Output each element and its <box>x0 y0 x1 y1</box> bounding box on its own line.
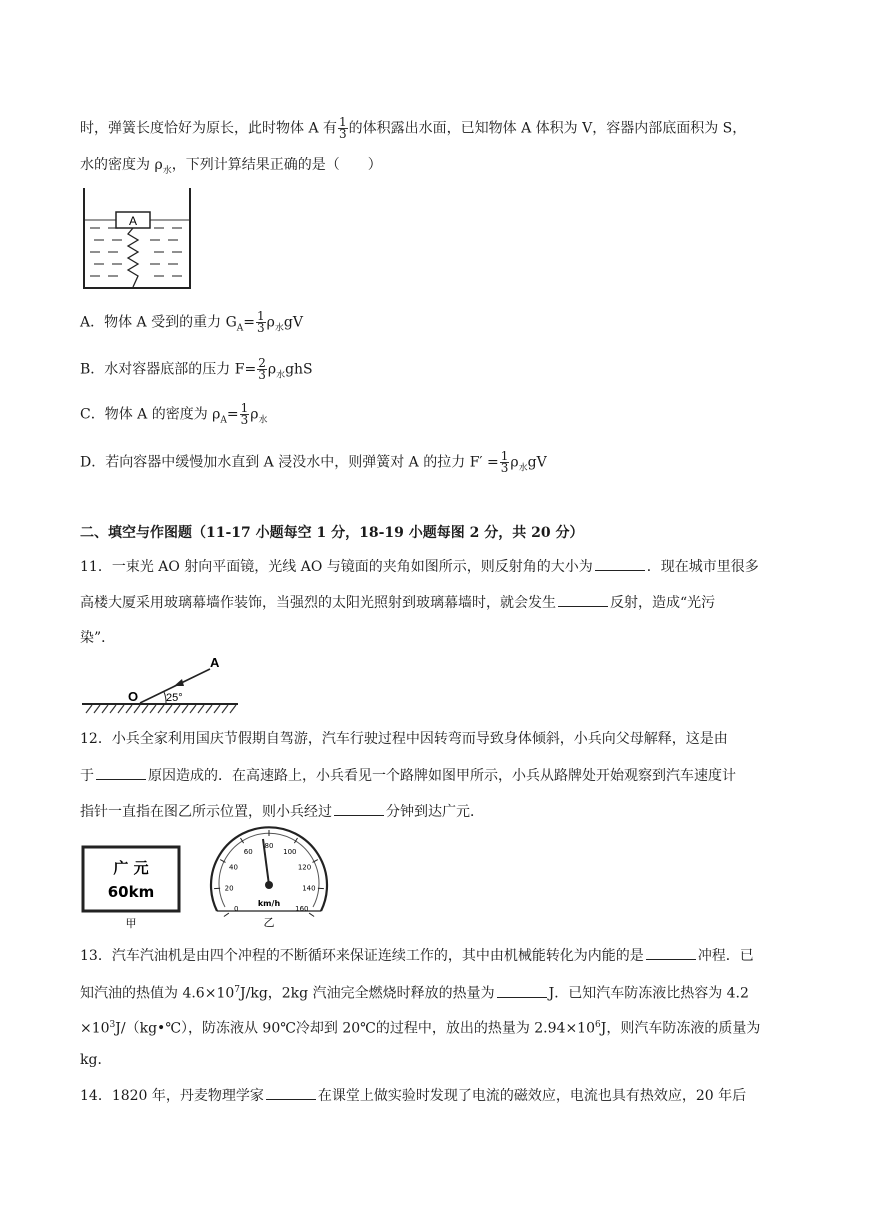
q13-line3 <box>80 1015 760 1039</box>
frac-num: 1 <box>339 115 347 129</box>
meter-tick-label: 140 <box>302 884 316 893</box>
opt-b-sub: 水 <box>276 370 286 381</box>
figure-caption-yi: 乙 <box>263 916 275 929</box>
q11-line2 <box>80 592 715 613</box>
opt-c-sub: A <box>220 415 227 426</box>
meter-tick-label: 40 <box>229 863 238 872</box>
opt-d-post: ρ <box>510 454 519 471</box>
q14-line1-b: 在课堂上做实验时发现了电流的磁效应，电流也具有热效应，20 年后 <box>317 1088 747 1104</box>
opt-b-post: ρ <box>267 361 277 378</box>
q11-line1-a: 11．一束光 AO 射向平面镜，光线 AO 与镜面的夹角如图所示，则反射角的大小为 <box>80 559 593 575</box>
q12-line1: 12．小兵全家利用国庆节假期自驾游，汽车行驶过程中因转弯而导致身体倾斜，小兵向父母解释，这是由 <box>80 731 728 747</box>
answer-blank[interactable] <box>334 801 384 816</box>
opt-a-pre: A．物体 A 受到的重力 G <box>80 314 237 331</box>
opt-c-post: ρ <box>250 406 259 423</box>
road-sign-distance: 60km <box>107 883 155 901</box>
q10-stem-b: 的体积露出水面，已知物体 A 体积为 V，容器内部底面积为 S， <box>348 120 747 137</box>
q13-line2 <box>80 980 749 1004</box>
answer-blank[interactable] <box>558 592 608 607</box>
meter-tick-label: 60 <box>243 847 253 856</box>
q12-speedometer-figure <box>203 827 333 932</box>
q10-container-figure <box>82 188 194 292</box>
q11-line1 <box>80 556 759 577</box>
q13-line2-c: J．已知汽车防冻液比热容为 4.2 <box>548 985 749 1002</box>
meter-tick-mark <box>224 913 229 916</box>
figure-label-o: O <box>128 689 139 704</box>
exponent: 6 <box>595 1020 601 1030</box>
q12-line2 <box>80 765 736 786</box>
q13-line4: kg． <box>80 1052 112 1068</box>
answer-blank[interactable] <box>266 1085 316 1100</box>
figure-caption-jia: 甲 <box>125 917 137 930</box>
q10-stem-d: ，下列计算结果正确的是（ ） <box>171 157 382 173</box>
q11-line2-a: 高楼大厦采用玻璃幕墙作装饰，当强烈的太阳光照射到玻璃幕墙时，就会发生 <box>80 595 556 611</box>
q14-line1-a: 14．1820 年，丹麦物理学家 <box>80 1088 264 1104</box>
q11-mirror-figure <box>82 655 242 715</box>
answer-blank[interactable] <box>497 983 547 998</box>
meter-tick-label: 80 <box>264 842 274 850</box>
frac-num: 1 <box>240 401 249 415</box>
meter-tick-label: 160 <box>295 904 309 913</box>
opt-a-post: ρ <box>266 314 275 331</box>
q13-line3-b: J/（kg•℃），防冻液从 90℃冷却到 20℃的过程中，放出的热量为 2.94×10 <box>115 1020 595 1037</box>
q10-option-a <box>80 311 303 338</box>
meter-unit: km/h <box>257 899 281 908</box>
meter-tick-label: 20 <box>224 884 234 893</box>
q13-line2-a: 知汽油的热值为 4.6×10 <box>80 985 235 1002</box>
q13-line1-a: 13．汽车汽油机是由四个冲程的不断循环来保证连续工作的，其中由机械能转化为内能的是 <box>80 948 644 964</box>
exponent: 3 <box>109 1020 116 1030</box>
q10-fraction <box>338 117 348 140</box>
frac-den: 3 <box>240 413 249 427</box>
opt-d-frac <box>500 451 510 474</box>
frac-num: 2 <box>258 356 266 370</box>
opt-a-frac <box>256 311 266 334</box>
q12-line2-a: 于 <box>80 768 94 784</box>
q11-line2-b: 反射，造成“光污 <box>610 595 716 611</box>
q10-stem-line2 <box>80 155 382 181</box>
opt-c-eq: = <box>226 406 239 423</box>
section2-title: 二、填空与作图题（11-17 小题每空 1 分，18-19 小题每图 2 分，共 20 分） <box>80 525 584 541</box>
opt-a-tail: gV <box>283 314 303 331</box>
q12-road-sign-figure <box>82 845 182 930</box>
figure-label-a: A <box>128 214 138 228</box>
meter-tick-label: 0 <box>233 904 239 913</box>
q10-stem-a: 时，弹簧长度恰好为原长，此时物体 A 有 <box>80 120 338 137</box>
q13-line3-a: ×10 <box>80 1020 110 1037</box>
meter-tick-label: 100 <box>283 847 297 856</box>
q12-line2-b: 原因造成的．在高速路上，小兵看见一个路牌如图甲所示，小兵从路牌处开始观察到汽车速度计 <box>148 768 736 784</box>
q12-line3-a: 指针一直指在图乙所示位置，则小兵经过 <box>80 804 332 820</box>
meter-tick-label: 120 <box>297 863 312 872</box>
opt-d-tail: gV <box>527 454 547 471</box>
q13-line1-b: 冲程．已 <box>697 948 754 964</box>
opt-b-pre: B．水对容器底部的压力 F= <box>80 361 257 378</box>
opt-a-sub2: 水 <box>274 323 284 334</box>
q13-line2-b: J/kg，2kg 汽油完全燃烧时释放的热量为 <box>240 985 495 1002</box>
frac-den: 3 <box>500 461 509 475</box>
opt-b-tail: ghS <box>285 361 313 378</box>
answer-blank[interactable] <box>646 945 696 960</box>
frac-den: 3 <box>339 127 347 141</box>
meter-tick-mark <box>309 913 314 916</box>
frac-num: 1 <box>257 309 265 323</box>
answer-blank[interactable] <box>96 765 146 780</box>
figure-angle-label: 25° <box>166 692 183 704</box>
q13-line3-c: J，则汽车防冻液的质量为 <box>600 1020 761 1037</box>
opt-c-sub2: 水 <box>258 415 268 426</box>
exponent: 7 <box>234 985 240 995</box>
sub-water: 水 <box>162 165 172 176</box>
frac-num: 1 <box>500 449 509 463</box>
q11-line1-b: ．现在城市里很多 <box>646 559 759 575</box>
opt-a-eq: = <box>243 314 255 331</box>
road-sign-city: 广 元 <box>113 859 149 877</box>
opt-c-frac <box>240 403 250 426</box>
q12-line3-b: 分钟到达广元． <box>386 804 484 820</box>
q12-line3 <box>80 801 484 822</box>
opt-b-frac <box>257 358 267 381</box>
opt-d-sub: 水 <box>518 463 528 474</box>
opt-c-pre: C．物体 A 的密度为 ρ <box>80 406 221 423</box>
frac-den: 3 <box>257 321 265 335</box>
q10-stem-c: 水的密度为 ρ <box>80 157 163 173</box>
q10-option-c <box>80 403 268 430</box>
figure-label-a: A <box>210 655 220 670</box>
q10-option-d <box>80 451 547 478</box>
q13-line1 <box>80 945 754 966</box>
frac-den: 3 <box>258 368 266 382</box>
opt-a-sub: A <box>236 323 244 334</box>
q10-option-b <box>80 358 313 385</box>
opt-d-pre: D．若向容器中缓慢加水直到 A 浸没水中，则弹簧对 A 的拉力 F′ = <box>80 454 499 471</box>
answer-blank[interactable] <box>595 556 645 571</box>
q10-stem-line1 <box>80 117 746 140</box>
q11-line3: 染”． <box>80 630 116 646</box>
q14-line1 <box>80 1085 746 1106</box>
